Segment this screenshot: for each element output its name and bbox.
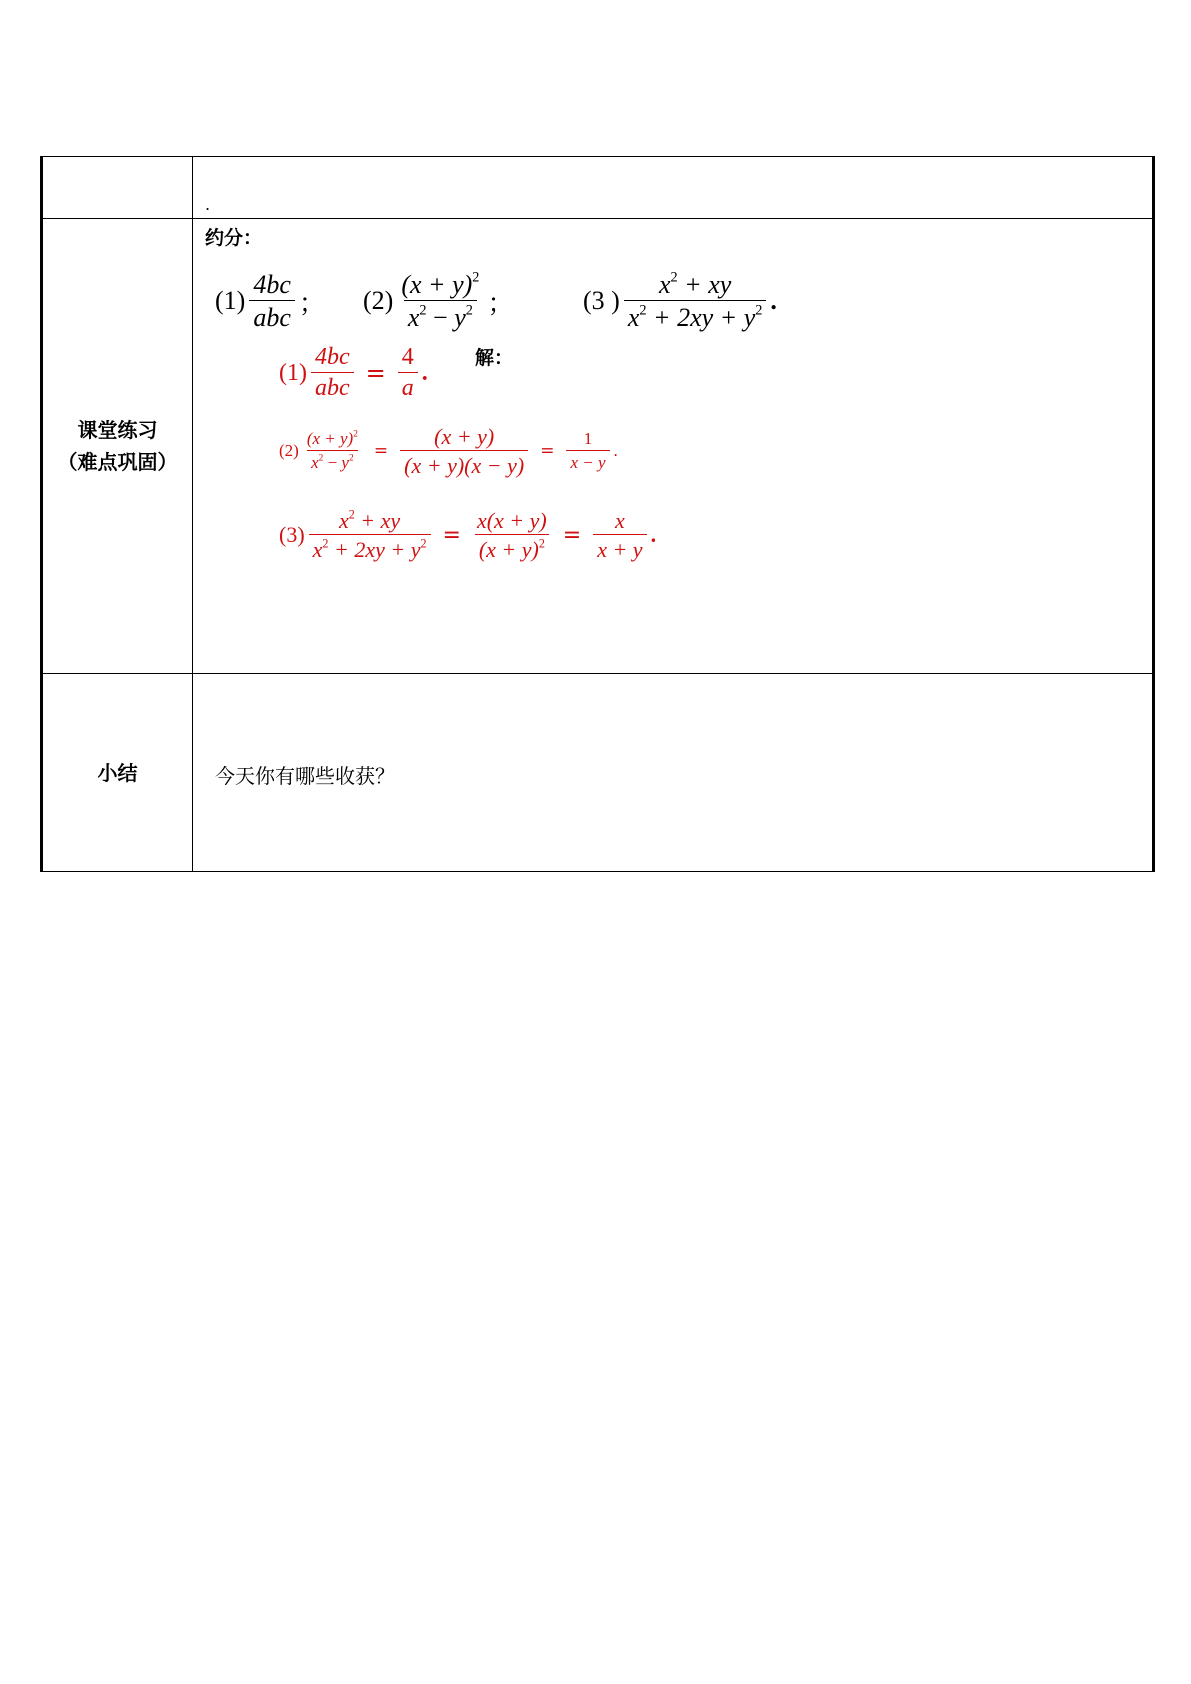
content-dot: . bbox=[205, 195, 211, 214]
label-practice-line2: （难点巩固） bbox=[57, 450, 178, 474]
problem-3-numerator: $x^2$ + xy bbox=[658, 269, 732, 299]
problem-1: (1) $\frac{4bc}{\text{abc}}$ ； bbox=[215, 270, 325, 333]
row-content-practice bbox=[193, 219, 1154, 674]
problem-3-denominator: $x^2 + 2xy + y^2$ bbox=[624, 300, 767, 331]
problem-1-numerator: 4bc bbox=[253, 270, 291, 299]
problem-2-numerator: $(x + y)^2$ bbox=[401, 269, 480, 299]
row-content-summary bbox=[193, 674, 1154, 872]
solution-1: (1) $\frac{4bc}{\text{abc}}$ = $\frac{4}{a}$ . bbox=[279, 344, 428, 402]
summary-prompt: 今天你有哪些收获？ bbox=[215, 764, 395, 788]
problem-2: (2) $\frac{(x + y)^2}{x^2 - y^2}$ ； bbox=[363, 269, 514, 333]
table-row-summary bbox=[42, 674, 1154, 872]
solution-3: (3) $\frac{x^2 + xy}{x^2 + 2xy + y^2}$ = $\frac{x(x + y)}{(x + y)^2}$ = $\frac{x}{x + y}$ . bbox=[279, 507, 657, 563]
table-row-practice bbox=[42, 219, 1154, 674]
label-practice-line1: 课堂练习 bbox=[77, 418, 158, 442]
solution-2: (2) $\frac{(x + y)^2}{x^2 - y^2}$ = $\frac{(x + y)}{(x + y)(x - y)}$ = $\frac{1}{x - y}$ . bbox=[279, 424, 618, 479]
table-row-intro bbox=[42, 157, 1154, 219]
lesson-table bbox=[40, 156, 1155, 872]
row-content-intro bbox=[193, 157, 1154, 219]
problem-2-denominator: $x^2 - y^2$ bbox=[404, 300, 477, 331]
exercise-heading: 约分： bbox=[205, 227, 263, 249]
problem-1-denominator: abc bbox=[249, 300, 295, 331]
row-label-intro bbox=[42, 157, 193, 219]
solution-label: 解： bbox=[475, 347, 514, 369]
row-label-practice bbox=[42, 219, 193, 674]
row-label-summary: 小结 bbox=[42, 674, 193, 872]
problem-3: (3 ) $\frac{x^2 + xy}{x^2 + 2xy + y^2}$ . bbox=[583, 269, 777, 333]
